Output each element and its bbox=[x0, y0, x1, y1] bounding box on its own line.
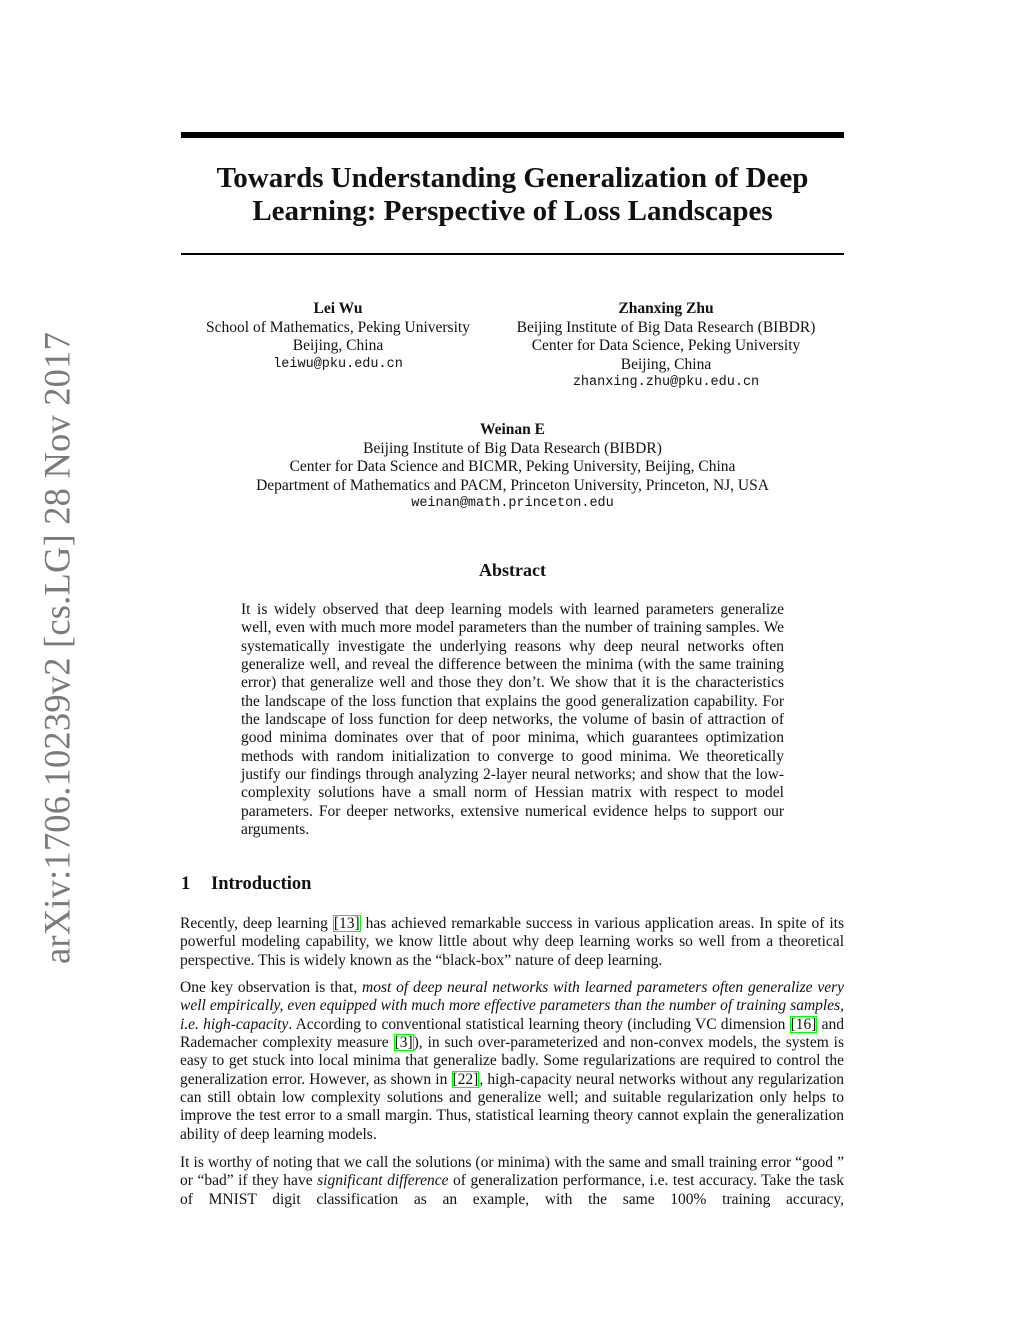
intro-paragraph-3 bbox=[180, 1154, 844, 1209]
author-name: Zhanxing Zhu bbox=[618, 300, 714, 317]
paragraph-text: It is worthy of noting that we call the solutions (or minima) with the same and small training error “good ” or “bad” if they have bbox=[180, 1154, 844, 1190]
paragraph-text: One key observation is that, bbox=[180, 979, 363, 996]
section-heading-introduction bbox=[181, 874, 311, 895]
intro-paragraph-1 bbox=[180, 915, 844, 970]
author-affiliation: Center for Data Science, Peking University bbox=[531, 337, 801, 354]
emphasized-text: significant difference bbox=[317, 1172, 449, 1190]
author-affiliation: Center for Data Science and BICMR, Peking University, Beijing, China bbox=[289, 458, 736, 475]
author-email[interactable]: weinan@math.princeton.edu bbox=[411, 496, 614, 511]
author-block-weinan-e bbox=[181, 421, 844, 514]
author-name: Weinan E bbox=[479, 421, 546, 438]
paragraph-text: of generalization performance, i.e. test accuracy. Take the task of MNIST digit classification as an example, with the same 100% training accuracy, bbox=[180, 1172, 845, 1208]
paragraph-text: ), in such over-parameterized and non-convex models, the system is easy to get stuck into local minima that generalize badly. Some regularizations are required to control the generalization error. However, as shown in bbox=[180, 1034, 844, 1088]
paragraph-text: and Rademacher complexity measure bbox=[180, 1015, 844, 1052]
author-email[interactable]: leiwu@pku.edu.cn bbox=[273, 356, 403, 372]
paragraph-text: , high-capacity neural networks without any regularization can still obtain low complexity solutions and generalize well; and suitable regularization only helps to improve the test error to a small margin. Thus, statistical learning theory cannot explain the generalization ability of deep learning models. bbox=[180, 1070, 844, 1143]
citation-link[interactable]: [22] bbox=[452, 1070, 479, 1088]
abstract-text: It is widely observed that deep learning models with learned parameters generalize well, even with much more model parameters than the number of training samples. We systematically investigate the underlying reasons why deep neural networks often generalize well, and reveal the difference between the minima (with the same training error) that generalize well and those they don’t. We show that it is the characteristics the landscape of the loss function that explains the good generalization capability. For the landscape of loss function for deep networks, the volume of basin of attraction of good minima dominates over that of poor minima, which guarantees optimization methods with random initialization to converge to good minima. We theoretically justify our findings through analyzing 2-layer neural networks; and show that the low-complexity solutions have a small norm of Hessian matrix with respect to model parameters. For deeper networks, extensive numerical evidence helps to support our arguments. bbox=[241, 601, 784, 839]
author-affiliation: Department of Mathematics and PACM, Princeton University, Princeton, NJ, USA bbox=[256, 476, 769, 494]
arxiv-identifier-stamp: arXiv:1706.10239v2 [cs.LG] 28 Nov 2017 bbox=[36, 331, 78, 965]
section-title: Introduction bbox=[211, 874, 312, 894]
intro-paragraph-2 bbox=[180, 979, 844, 1144]
author-affiliation: School of Mathematics, Peking University bbox=[206, 318, 470, 336]
paragraph-text: has achieved remarkable success in various application areas. In spite of its powerful modeling capability, we know little about why deep learning works so well from a theoretical perspective. This is widely known as the “black-box” nature of deep learning. bbox=[180, 915, 844, 969]
title-bottom-rule bbox=[181, 253, 844, 255]
citation-link[interactable]: [13] bbox=[333, 915, 360, 932]
section-number: 1 bbox=[181, 874, 191, 894]
author-email[interactable]: zhanxing.zhu@pku.edu.cn bbox=[572, 375, 760, 390]
citation-link[interactable]: [16] bbox=[790, 1015, 817, 1033]
author-affiliation: Beijing, China bbox=[292, 337, 384, 354]
author-affiliation: Beijing, China bbox=[620, 355, 712, 373]
abstract-heading: Abstract bbox=[479, 560, 546, 580]
author-block-lei-wu bbox=[188, 300, 488, 374]
title-top-rule bbox=[181, 132, 844, 138]
emphasized-text: most of deep neural networks with learned parameters often generalize very well empirically, even equipped with much more effective parameters than the number of training samples, i.e. high-capacity bbox=[180, 979, 844, 1033]
paper-title: Towards Understanding Generalization of Deep Learning: Perspective of Loss Landscapes bbox=[216, 162, 809, 227]
author-name: Lei Wu bbox=[313, 300, 363, 317]
author-affiliation: Beijing Institute of Big Data Research (BIBDR) bbox=[516, 318, 816, 336]
author-block-zhanxing-zhu bbox=[496, 300, 836, 393]
paragraph-text: . According to conventional statistical learning theory (including VC dimension bbox=[288, 1015, 790, 1033]
citation-link[interactable]: [3] bbox=[394, 1034, 413, 1052]
paragraph-text: Recently, deep learning bbox=[180, 915, 333, 932]
author-affiliation: Beijing Institute of Big Data Research (BIBDR) bbox=[363, 439, 662, 457]
